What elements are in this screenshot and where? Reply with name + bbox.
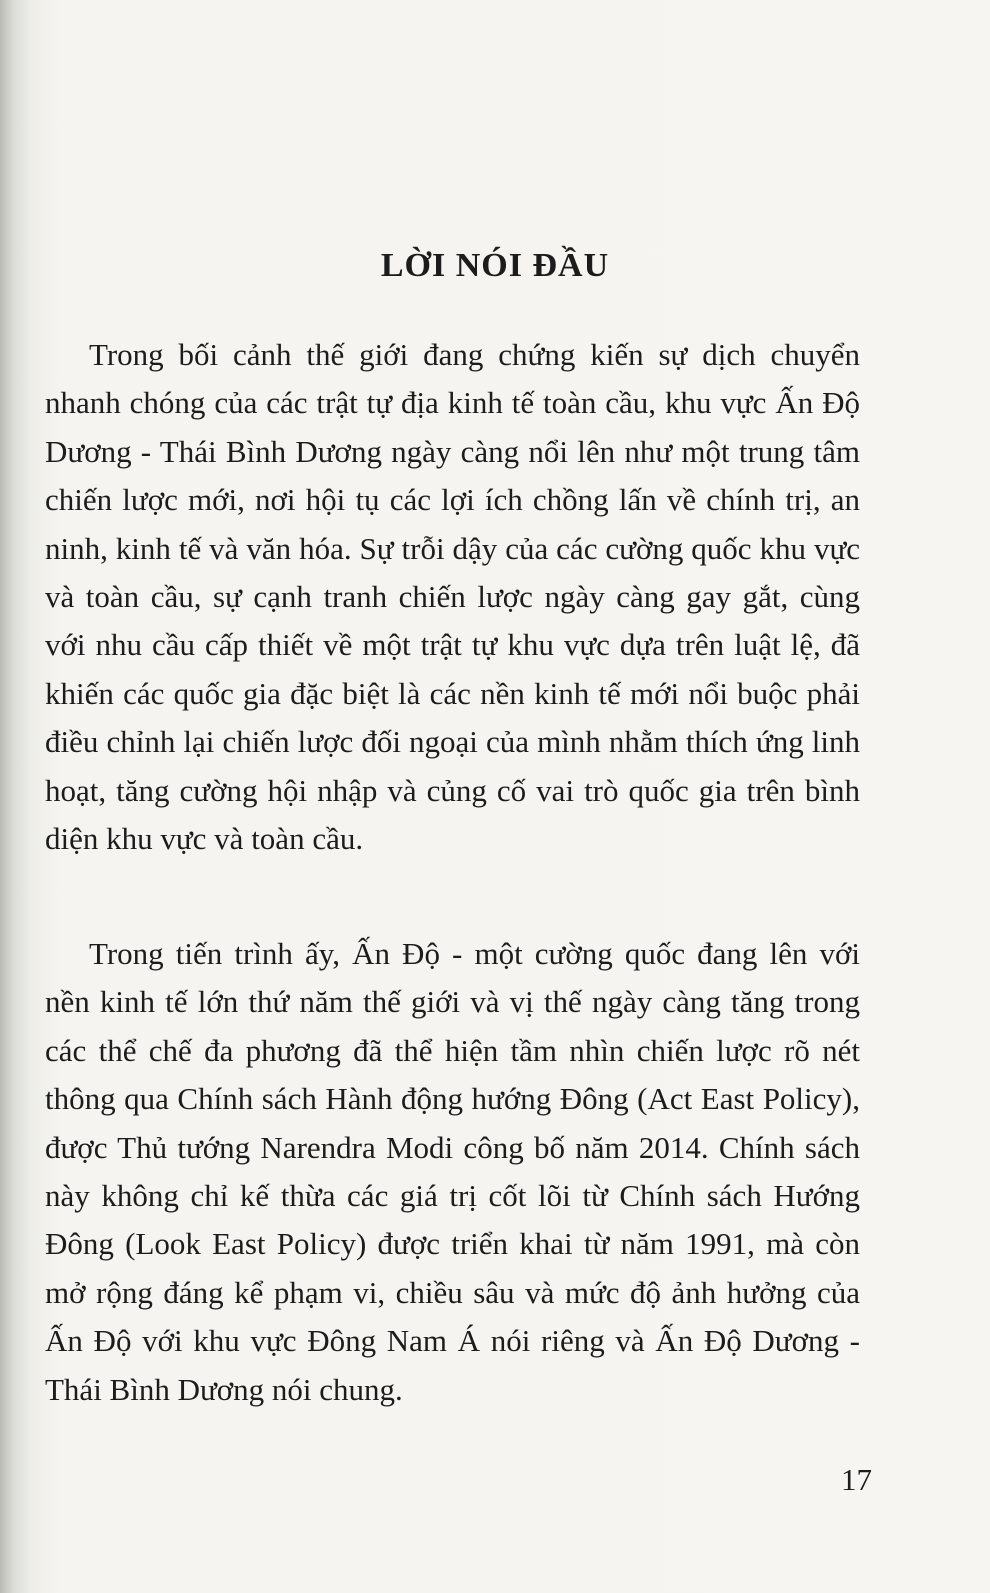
page-title: LỜI NÓI ĐẦU bbox=[380, 247, 610, 284]
paragraph-1: Trong bối cảnh thế giới đang chứng kiến sự dịch chuyển nhanh chóng của các trật tự địa kinh tế toàn cầu, khu vực Ấn Độ Dương - Thái Bình Dương ngày càng nổi lên như một trung tâm chiến lược mới, nơi hội tụ các lợi ích chồng lấn về chính trị, an ninh, kinh tế và văn hóa. Sự trỗi dậy của các cường quốc khu vực và toàn cầu, sự cạnh tranh chiến lược ngày càng gay gắt, cùng với nhu cầu cấp thiết về một trật tự khu vực dựa trên luật lệ, đã khiến các quốc gia đặc biệt là các nền kinh tế mới nổi buộc phải điều chỉnh lại chiến lược đối ngoại của mình nhằm thích ứng linh hoạt, tăng cường hội nhập và củng cố vai trò quốc gia trên bình diện khu vực và toàn cầu. bbox=[45, 337, 860, 857]
paragraph-2: Trong tiến trình ấy, Ấn Độ - một cường quốc đang lên với nền kinh tế lớn thứ năm thế giới và vị thế ngày càng tăng trong các thể chế đa phương đã thể hiện tầm nhìn chiến lược rõ nét thông qua Chính sách Hành động hướng Đông (Act East Policy), được Thủ tướng Narendra Modi công bố năm 2014. Chính sách này không chỉ kế thừa các giá trị cốt lõi từ Chính sách Hướng Đông (Look East Policy) được triển khai từ năm 1991, mà còn mở rộng đáng kể phạm vi, chiều sâu và mức độ ảnh hưởng của Ấn Độ với khu vực Đông Nam Á nói riêng và Ấn Độ Dương - Thái Bình Dương nói chung. bbox=[45, 936, 860, 1407]
page-number: 17 bbox=[841, 1462, 872, 1497]
